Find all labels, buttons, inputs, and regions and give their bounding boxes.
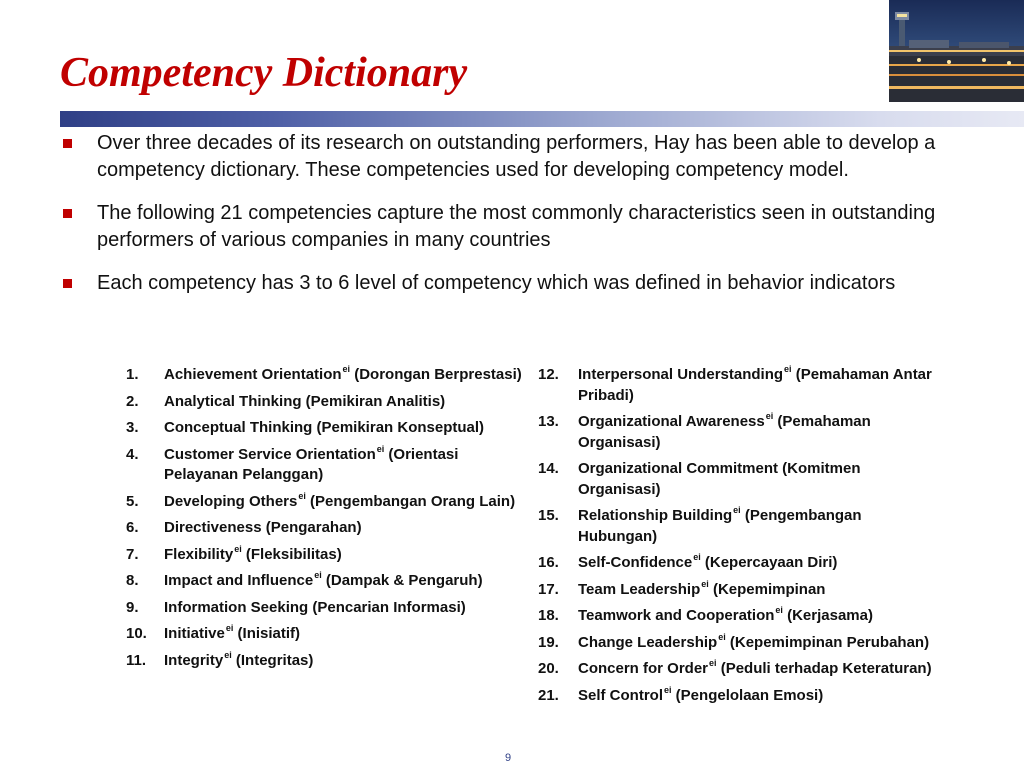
competency-number: 16. bbox=[538, 554, 559, 571]
competency-number: 1. bbox=[126, 366, 139, 383]
competency-number: 9. bbox=[126, 598, 139, 616]
competency-translation: (Inisiatif) bbox=[233, 625, 301, 642]
competency-superscript: ei bbox=[765, 411, 774, 421]
competency-list-left bbox=[120, 365, 530, 677]
competency-number: 3. bbox=[126, 419, 139, 436]
competency-name: Impact and Influence bbox=[164, 572, 314, 589]
competency-number: 19. bbox=[538, 633, 559, 651]
competency-name: Analytical Thinking (Pemikiran Analitis) bbox=[164, 392, 446, 410]
competency-number: 13. bbox=[538, 413, 559, 430]
bullet-text: Over three decades of its research on outstanding performers, Hay has been able to develop a competency dictionary. These competencies used for developing competency model. bbox=[97, 132, 936, 181]
competency-list-right bbox=[534, 365, 944, 712]
competency-number: 12. bbox=[538, 366, 559, 383]
competency-name: Change Leadership bbox=[578, 633, 718, 651]
competency-name: Achievement Orientation bbox=[164, 366, 342, 383]
competency-item bbox=[120, 545, 530, 566]
competency-superscript: ei bbox=[718, 631, 726, 642]
competency-item bbox=[534, 412, 944, 453]
competency-item bbox=[120, 365, 530, 386]
competency-number: 20. bbox=[538, 660, 559, 677]
competency-number: 5. bbox=[126, 492, 139, 510]
bullet-square-icon bbox=[63, 139, 72, 148]
competency-translation: (Dampak & Pengaruh) bbox=[321, 572, 483, 589]
competency-name: Concern for Order bbox=[578, 660, 709, 677]
competency-translation: (Kepercayaan Diri) bbox=[700, 554, 838, 571]
competency-item bbox=[534, 365, 944, 406]
competency-number: 17. bbox=[538, 580, 559, 598]
competency-translation: (Pemahaman Antar Pribadi) bbox=[578, 366, 932, 404]
bullet-square-icon bbox=[63, 209, 72, 218]
bullet-item bbox=[60, 270, 960, 297]
bullet-text: The following 21 competencies capture the most commonly characteristics seen in outstanding performers of various companies in many countries bbox=[97, 202, 936, 251]
competency-name: Organizational Awareness bbox=[578, 413, 765, 430]
competency-item bbox=[120, 571, 530, 592]
competency-number: 2. bbox=[126, 392, 139, 410]
competency-number: 18. bbox=[538, 607, 559, 624]
competency-item bbox=[120, 624, 530, 645]
competency-superscript: ei bbox=[733, 505, 741, 515]
competency-translation: (Kepemimpinan Perubahan) bbox=[725, 633, 930, 651]
competency-translation: (Kerjasama) bbox=[782, 607, 873, 624]
competency-superscript: ei bbox=[693, 552, 701, 562]
header-photo-airport bbox=[889, 0, 1024, 102]
competency-number: 10. bbox=[126, 625, 147, 642]
competency-item bbox=[534, 633, 944, 654]
competency-superscript: ei bbox=[234, 543, 242, 554]
competency-number: 8. bbox=[126, 572, 139, 589]
competency-translation: (Pengembangan Hubungan) bbox=[578, 507, 862, 545]
competency-name: Self Control bbox=[578, 686, 663, 704]
competency-item bbox=[534, 659, 944, 680]
competency-name: Interpersonal Understanding bbox=[578, 366, 784, 383]
competency-number: 4. bbox=[126, 445, 139, 463]
competency-item bbox=[534, 580, 944, 601]
competency-translation: (Orientasi Pelayanan Pelanggan) bbox=[164, 445, 459, 483]
competency-superscript: ei bbox=[224, 649, 232, 660]
slide-title: Competency Dictionary bbox=[60, 50, 468, 96]
competency-name: Teamwork and Cooperation bbox=[578, 607, 775, 624]
bullet-text: Each competency has 3 to 6 level of competency which was defined in behavior indicators bbox=[97, 272, 896, 294]
competency-item bbox=[534, 506, 944, 547]
competency-superscript: ei bbox=[784, 364, 792, 374]
airport-night-image bbox=[889, 0, 1024, 102]
competency-superscript: ei bbox=[709, 658, 717, 668]
bullet-square-icon bbox=[63, 279, 72, 288]
competency-superscript: ei bbox=[664, 684, 672, 695]
competency-item bbox=[534, 553, 944, 574]
competency-item bbox=[120, 445, 530, 486]
page-number: 9 bbox=[505, 752, 512, 764]
competency-superscript: ei bbox=[376, 443, 385, 454]
competency-item bbox=[534, 606, 944, 627]
competency-translation: (Pengembangan Orang Lain) bbox=[305, 492, 516, 510]
competency-superscript: ei bbox=[775, 605, 783, 615]
competency-translation: (Peduli terhadap Keteraturan) bbox=[716, 660, 932, 677]
competency-item bbox=[120, 392, 530, 413]
competency-superscript: ei bbox=[314, 570, 322, 580]
competency-name: Flexibility bbox=[164, 545, 234, 563]
competency-name: Self-Confidence bbox=[578, 554, 693, 571]
competency-number: 7. bbox=[126, 545, 139, 563]
competency-number: 6. bbox=[126, 519, 139, 536]
competency-item bbox=[120, 651, 530, 672]
competency-name: Conceptual Thinking (Pemikiran Konseptual) bbox=[164, 419, 485, 436]
competency-name: Developing Others bbox=[164, 492, 298, 510]
competency-translation: (Pemahaman Organisasi) bbox=[578, 413, 871, 451]
competency-translation: (Kepemimpinan bbox=[708, 580, 826, 598]
competency-name: Initiative bbox=[164, 625, 225, 642]
competency-superscript: ei bbox=[342, 364, 351, 374]
title-underline-bar bbox=[60, 111, 1024, 127]
competency-number: 11. bbox=[126, 651, 147, 669]
competency-translation: (Dorongan Berprestasi) bbox=[350, 366, 522, 383]
intro-bullet-list bbox=[60, 130, 960, 313]
bullet-item bbox=[60, 130, 960, 184]
competency-name: Customer Service Orientation bbox=[164, 445, 376, 463]
competency-item bbox=[120, 518, 530, 539]
competency-translation: (Pengelolaan Emosi) bbox=[671, 686, 824, 704]
competency-item bbox=[534, 459, 944, 500]
competency-item bbox=[120, 492, 530, 513]
competency-item bbox=[120, 598, 530, 619]
competency-name: Information Seeking (Pencarian Informasi) bbox=[164, 598, 466, 616]
competency-translation: (Integritas) bbox=[231, 651, 314, 669]
competency-number: 15. bbox=[538, 507, 559, 524]
competency-name: Team Leadership bbox=[578, 580, 701, 598]
competency-name: Organizational Commitment (Komitmen Organisasi) bbox=[578, 460, 861, 498]
bullet-item bbox=[60, 200, 960, 254]
competency-item bbox=[534, 686, 944, 707]
competency-superscript: ei bbox=[225, 623, 234, 633]
competency-superscript: ei bbox=[701, 578, 709, 589]
competency-name: Directiveness (Pengarahan) bbox=[164, 519, 362, 536]
competency-name: Relationship Building bbox=[578, 507, 733, 524]
competency-name: Integrity bbox=[164, 651, 224, 669]
competency-number: 21. bbox=[538, 686, 559, 704]
competency-superscript: ei bbox=[298, 490, 306, 501]
competency-item bbox=[120, 418, 530, 439]
competency-number: 14. bbox=[538, 460, 559, 477]
competency-translation: (Fleksibilitas) bbox=[241, 545, 342, 563]
